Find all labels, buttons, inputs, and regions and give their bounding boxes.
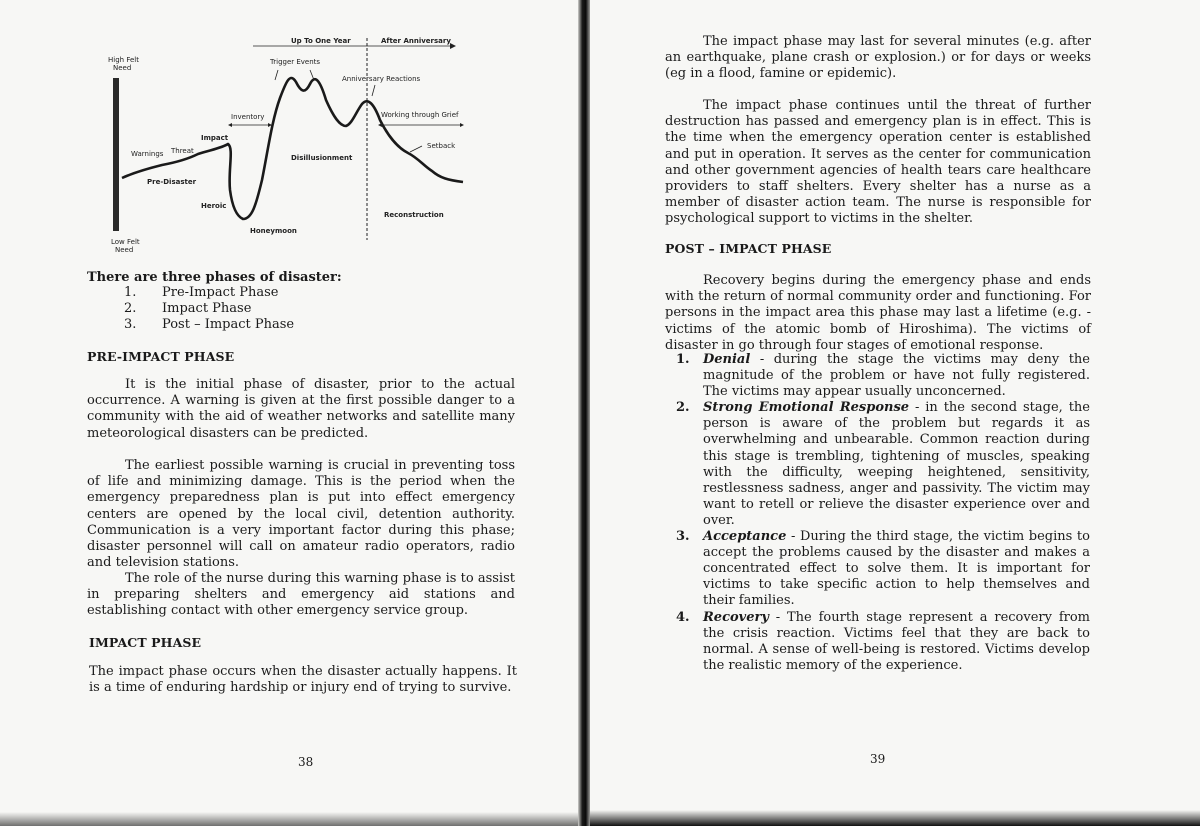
label-reconstruction: Reconstruction [384,211,444,219]
label-disillusionment: Disillusionment [291,154,353,162]
label-high-felt: High Felt [108,56,139,64]
label-working-through-grief: Working through Grief [381,111,459,119]
list-item: 3. Acceptance - During the third stage, the victim begins to accept the problems caused by the disaster and makes a concentrated effect to solve them. It is important for victims to take specific action to help themselves and their families. [676,529,1090,609]
label-up-to-one-year: Up To One Year [291,37,351,45]
list-item: 1. Pre-Impact Phase [124,285,279,300]
label-setback: Setback [427,142,456,150]
list-item: 1. Denial - during the stage the victims may deny the magnitude of the problem or have not fully registered. The victims may appear usually unconcerned. [676,352,1090,400]
list-item: 2. Impact Phase [124,301,252,316]
emotional-stages-list [676,352,1090,674]
label-threat: Threat [171,147,194,155]
list-item: 3. Post – Impact Phase [124,317,295,332]
label-low-felt: Low Felt [111,238,140,246]
list-item: 2. Strong Emotional Response - in the second stage, the person is aware of the problem but regards it as overwhelming and unbearable. Common reaction during this stage is trembling, tightening of muscles, speaking with the difficulty, weeping heightened, sensitivity, restlessness sadness, anger and passivity. The victim may want to retell or relieve the disaster experience over and over. [676,400,1090,528]
page-number: 38 [298,755,314,769]
label-impact: Impact [201,134,229,142]
impact-paragraph-2: The impact phase may last for several minutes (e.g. after an earthquake, plane crash or explosion.) or for days or weeks (eg in a flood, famine or epidemic). [665,34,1091,82]
label-low-need: Need [115,246,134,254]
pre-impact-paragraph-3: The role of the nurse during this warning phase is to assist in preparing shelters and emergency aid stations and establishing contact with other emergency service group. [87,571,515,619]
label-pre-disaster: Pre-Disaster [147,178,197,186]
impact-paragraph-3: The impact phase continues until the threat of further destruction has passed and emergency plan is in effect. This is the time when the emergency operation center is established and put in operation. It serves as the center for communication and other government agencies of health tears care healthcare providers to staff shelters. Every shelter has a nurse as a member of disaster action team. The nurse is responsible for psychological support to victims in the shelter. [665,98,1091,227]
label-honeymoon: Honeymoon [250,227,297,235]
impact-paragraph-1: The impact phase occurs when the disaster actually happens. It is a time of enduring hardship or injury end of trying to survive. [89,664,517,696]
label-warnings: Warnings [131,150,164,158]
phase-list [124,285,294,333]
page-number: 39 [870,752,886,766]
label-high-need: Need [113,64,132,72]
label-after-anniversary: After Anniversary [381,37,451,45]
pre-impact-paragraph-2: The earliest possible warning is crucial in preventing toss of life and minimizing damage. This is the period when the emergency preparedness plan is put into effect emergency centers are opened by the local civil, detention authority. Communication is a very important factor during this phase; disaster personnel will call on amateur radio operators, radio and television stations. [87,458,515,571]
left-page [0,0,578,826]
label-heroic: Heroic [201,202,227,210]
book-spine [578,0,590,826]
felt-need-axis [113,78,119,231]
label-anniversary-reactions: Anniversary Reactions [342,75,421,83]
pre-impact-paragraph-1: It is the initial phase of disaster, prior to the actual occurrence. A warning is given at the first possible danger to a community with the aid of weather networks and satellite many meteorological disasters can be predicted. [87,377,515,441]
phases-title: There are three phases of disaster: [87,270,342,285]
list-item: 4. Recovery - The fourth stage represent a recovery from the crisis reaction. Victims feel that they are back to normal. A sense of well-being is restored. Victims develop the realistic memory of the experience. [676,609,1090,673]
impact-heading: IMPACT PHASE [89,635,202,650]
label-inventory: Inventory [231,113,265,121]
post-impact-heading: POST – IMPACT PHASE [665,241,832,256]
post-impact-paragraph: Recovery begins during the emergency phase and ends with the return of normal community order and functioning. For persons in the impact area this phase may last a lifetime (e.g. - victims of the atomic bomb of Hiroshima). The victims of disaster in go through four stages of emotional response. [665,273,1091,353]
label-trigger-events: Trigger Events [270,58,321,66]
disaster-phases-diagram [0,0,578,262]
pre-impact-heading: PRE-IMPACT PHASE [87,349,235,364]
